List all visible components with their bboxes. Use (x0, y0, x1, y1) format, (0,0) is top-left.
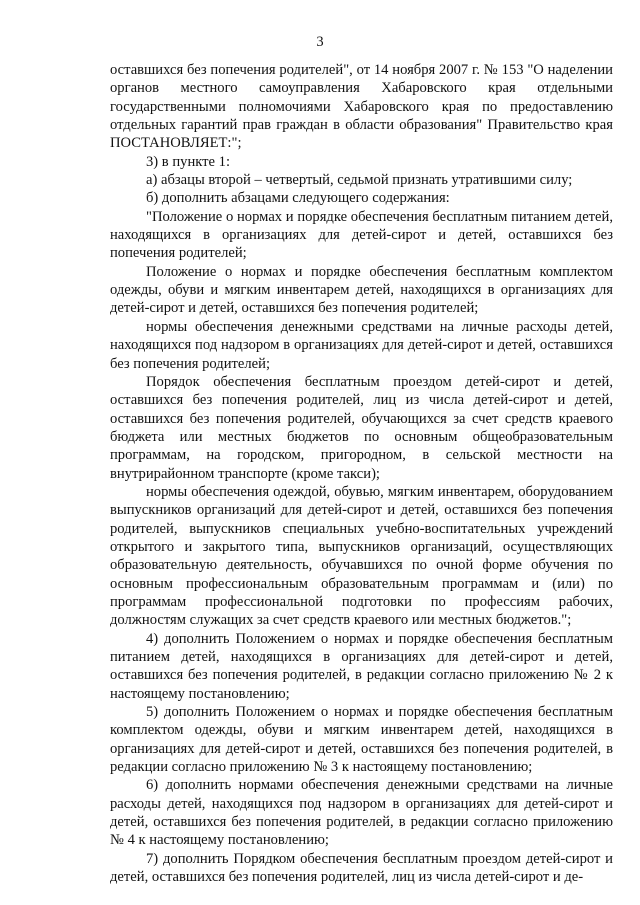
paragraph-6: Положение о нормах и порядке обеспечения бесплатным комплектом одежды, обуви и мягким инвентарем детей, находящихся в организациях для детей-сирот и детей, оставшихся без попечения родителей; (110, 263, 613, 317)
paragraph-11: 5) дополнить Положением о нормах и порядке обеспечения бесплатным комплектом одежды, обуви и мягким инвентарем детей, находящихся в организациях для детей-сирот и детей, оставшихся без попечения родителей, в редакции согласно приложению № 3 к настоящему постановлению; (110, 704, 613, 776)
paragraph-3: а) абзацы второй – четвертый, седьмой признать утратившими силу; (146, 172, 573, 189)
paragraph-7: нормы обеспечения денежными средствами на личные расходы детей, находящихся под надзором в организациях для детей-сирот и детей, оставшихся без попечения родителей; (110, 318, 613, 372)
paragraph-12: 6) дополнить нормами обеспечения денежными средствами на личные расходы детей, находящихся под надзором в организациях для детей-сирот и детей, оставшихся без попечения родителей, в редакции согласно приложению № 4 к настоящему постановлению; (110, 777, 613, 849)
paragraph-10: 4) дополнить Положением о нормах и порядке обеспечения бесплатным питанием детей, находящихся в организациях для детей-сирот и детей, оставшихся без попечения родителей, в редакции согласно приложению № 2 к настоящему постановлению; (110, 630, 613, 702)
page-number: 3 (316, 34, 324, 50)
paragraph-8: Порядок обеспечения бесплатным проездом детей-сирот и детей, оставшихся без попечения родителей, лиц из числа детей-сирот и детей, оставшихся без попечения родителей, обучающихся за счет средств краевого бюджета или местных бюджетов по основным общеобразовательным программам, на городском, пригородном, в сельской местности на внутрирайонном транспорте (кроме такси); (110, 373, 613, 482)
document-body (110, 61, 613, 886)
paragraph-2: 3) в пункте 1: (146, 153, 231, 170)
paragraph-1: оставшихся без попечения родителей", от 14 ноября 2007 г. № 153 "О наделении органов местного самоуправления Хабаровского края отдельными государственными полномочиями Хабаровского края по предоставлению отдельных гарантий прав граждан в области образования" Правительство края ПОСТАНОВЛЯЕТ:"; (110, 62, 613, 152)
paragraph-9: нормы обеспечения одеждой, обувью, мягким инвентарем, оборудованием выпускников организаций для детей-сирот и детей, оставшихся без попечения родителей, выпускников специальных учебно-воспитательных учреждений открытого и закрытого типа, выпускников организаций, осуществляющих образовательную деятельность, обучавшихся по очной форме обучения по основным профессиональным образовательным программам и (или) по программам профессиональной подготовки по профессиям рабочих, должностям служащих за счет средств краевого или местных бюджетов."; (110, 483, 613, 629)
paragraph-5: "Положение о нормах и порядке обеспечения бесплатным питанием детей, находящихся в организациях для детей-сирот и детей, оставшихся без попечения родителей; (110, 208, 613, 262)
paragraph-13: 7) дополнить Порядком обеспечения бесплатным проездом детей-сирот и детей, оставшихся без попечения родителей, лиц из числа детей-сирот и де- (110, 850, 613, 886)
paragraph-4: б) дополнить абзацами следующего содержания: (146, 190, 450, 207)
